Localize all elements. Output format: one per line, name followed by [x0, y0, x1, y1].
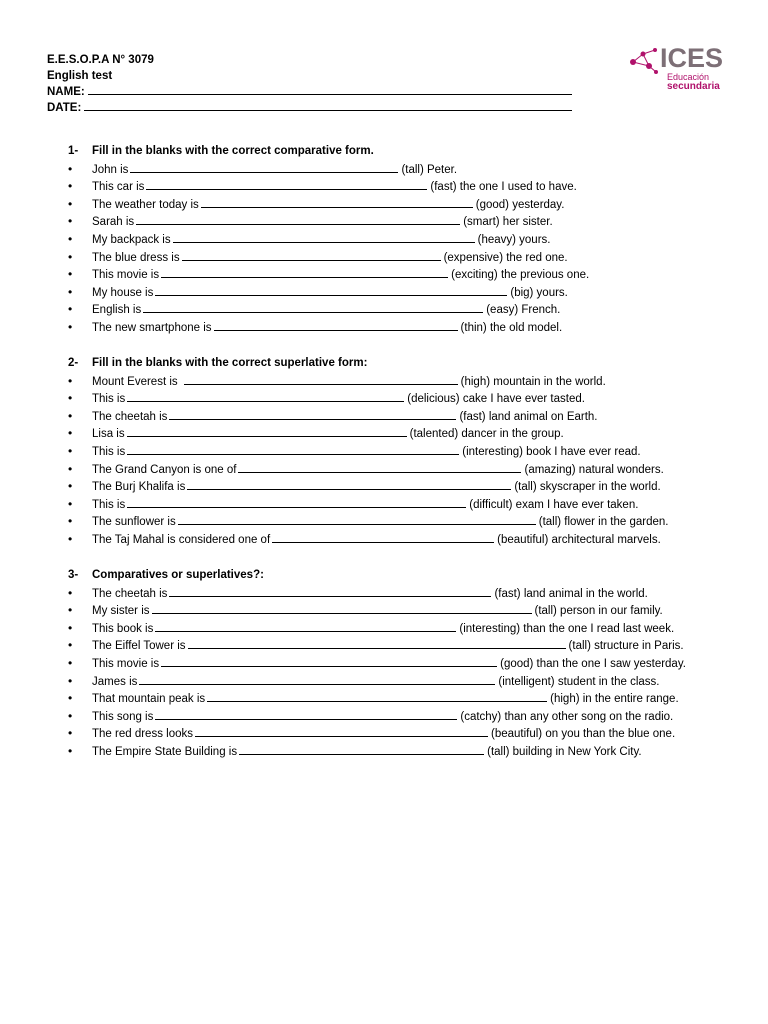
- document-header: [47, 52, 572, 116]
- list-item: • That mountain peak is (high) in the entire range.: [68, 690, 686, 708]
- answer-blank[interactable]: [169, 408, 456, 420]
- section-title: [68, 567, 686, 585]
- list-item: • The Empire State Building is (tall) building in New York City.: [68, 743, 686, 761]
- answer-blank[interactable]: [127, 496, 466, 508]
- section-1: [68, 143, 589, 337]
- name-blank[interactable]: [88, 84, 572, 95]
- list-item: • The cheetah is (fast) land animal in the world.: [68, 585, 686, 603]
- answer-blank[interactable]: [201, 196, 473, 208]
- list-item: • My backpack is (heavy) yours.: [68, 231, 589, 249]
- list-item: • Lisa is (talented) dancer in the group.: [68, 425, 669, 443]
- list-item: • My sister is (tall) person in our family.: [68, 602, 686, 620]
- list-item: • English is (easy) French.: [68, 301, 589, 319]
- date-row: [47, 100, 572, 116]
- answer-blank[interactable]: [127, 443, 459, 455]
- logo-line2: secundaria: [667, 81, 720, 92]
- list-item: • The Eiffel Tower is (tall) structure in Paris.: [68, 637, 686, 655]
- test-title: English test: [47, 70, 113, 82]
- logo-line1: Educación: [667, 72, 710, 82]
- answer-blank[interactable]: [182, 249, 441, 261]
- answer-blank[interactable]: [155, 284, 507, 296]
- section-number: 3-: [68, 569, 79, 581]
- list-item: • The Taj Mahal is considered one of (beautiful) architectural marvels.: [68, 531, 669, 549]
- answer-blank[interactable]: [127, 425, 407, 437]
- list-item: • The sunflower is (tall) flower in the garden.: [68, 513, 669, 531]
- answer-blank[interactable]: [161, 655, 497, 667]
- section-heading: Comparatives or superlatives?:: [92, 569, 264, 581]
- list-item: • My house is (big) yours.: [68, 284, 589, 302]
- section-2: [68, 355, 669, 549]
- list-item: • Sarah is (smart) her sister.: [68, 213, 589, 231]
- list-item: • The Grand Canyon is one of (amazing) natural wonders.: [68, 461, 669, 479]
- section-heading: Fill in the blanks with the correct comparative form.: [92, 145, 374, 157]
- section-heading: Fill in the blanks with the correct superlative form:: [92, 357, 368, 369]
- section-title: [68, 143, 589, 161]
- list-item: • James is (intelligent) student in the class.: [68, 673, 686, 691]
- list-item: • This song is (catchy) than any other song on the radio.: [68, 708, 686, 726]
- list-item: • The red dress looks (beautiful) on you than the blue one.: [68, 725, 686, 743]
- list-item: • The cheetah is (fast) land animal on Earth.: [68, 408, 669, 426]
- name-row: [47, 84, 572, 100]
- answer-blank[interactable]: [152, 602, 532, 614]
- list-item: • This car is (fast) the one I used to have.: [68, 178, 589, 196]
- answer-blank[interactable]: [195, 725, 488, 737]
- answer-blank[interactable]: [238, 461, 521, 473]
- answer-blank[interactable]: [207, 690, 547, 702]
- list-item: • The weather today is (good) yesterday.: [68, 196, 589, 214]
- molecule-icon: [627, 44, 661, 78]
- list-item: • John is (tall) Peter.: [68, 161, 589, 179]
- answer-blank[interactable]: [173, 231, 475, 243]
- list-item: • This book is (interesting) than the one I read last week.: [68, 620, 686, 638]
- answer-blank[interactable]: [127, 390, 404, 402]
- section-3: [68, 567, 686, 761]
- list-item: • The new smartphone is (thin) the old model.: [68, 319, 589, 337]
- answer-blank[interactable]: [161, 266, 448, 278]
- list-item: • The Burj Khalifa is (tall) skyscraper in the world.: [68, 478, 669, 496]
- date-blank[interactable]: [84, 100, 572, 111]
- answer-blank[interactable]: [136, 213, 460, 225]
- section-title: [68, 355, 669, 373]
- answer-blank[interactable]: [130, 161, 398, 173]
- answer-blank[interactable]: [169, 585, 491, 597]
- section-number: 2-: [68, 357, 79, 369]
- list-item: • This movie is (good) than the one I saw yesterday.: [68, 655, 686, 673]
- logo-brand: ICES: [660, 43, 724, 73]
- answer-blank[interactable]: [146, 178, 427, 190]
- school-name: E.E.S.O.P.A N° 3079: [47, 54, 154, 66]
- list-item: • This movie is (exciting) the previous one.: [68, 266, 589, 284]
- answer-blank[interactable]: [214, 319, 458, 331]
- list-item: • The blue dress is (expensive) the red one.: [68, 249, 589, 267]
- answer-blank[interactable]: [184, 373, 458, 385]
- list-item: • This is (difficult) exam I have ever taken.: [68, 496, 669, 514]
- list-item: • Mount Everest is (high) mountain in the world.: [68, 373, 669, 391]
- answer-blank[interactable]: [272, 531, 494, 543]
- list-item: • This is (interesting) book I have ever read.: [68, 443, 669, 461]
- answer-blank[interactable]: [143, 301, 483, 313]
- answer-blank[interactable]: [178, 513, 536, 525]
- answer-blank[interactable]: [239, 743, 484, 755]
- answer-blank[interactable]: [155, 620, 456, 632]
- date-label: DATE:: [47, 102, 82, 114]
- answer-blank[interactable]: [187, 478, 511, 490]
- answer-blank[interactable]: [155, 708, 457, 720]
- answer-blank[interactable]: [139, 673, 495, 685]
- list-item: • This is (delicious) cake I have ever tasted.: [68, 390, 669, 408]
- name-label: NAME:: [47, 86, 85, 98]
- section-number: 1-: [68, 145, 79, 157]
- ices-logo: [627, 42, 727, 94]
- answer-blank[interactable]: [188, 637, 566, 649]
